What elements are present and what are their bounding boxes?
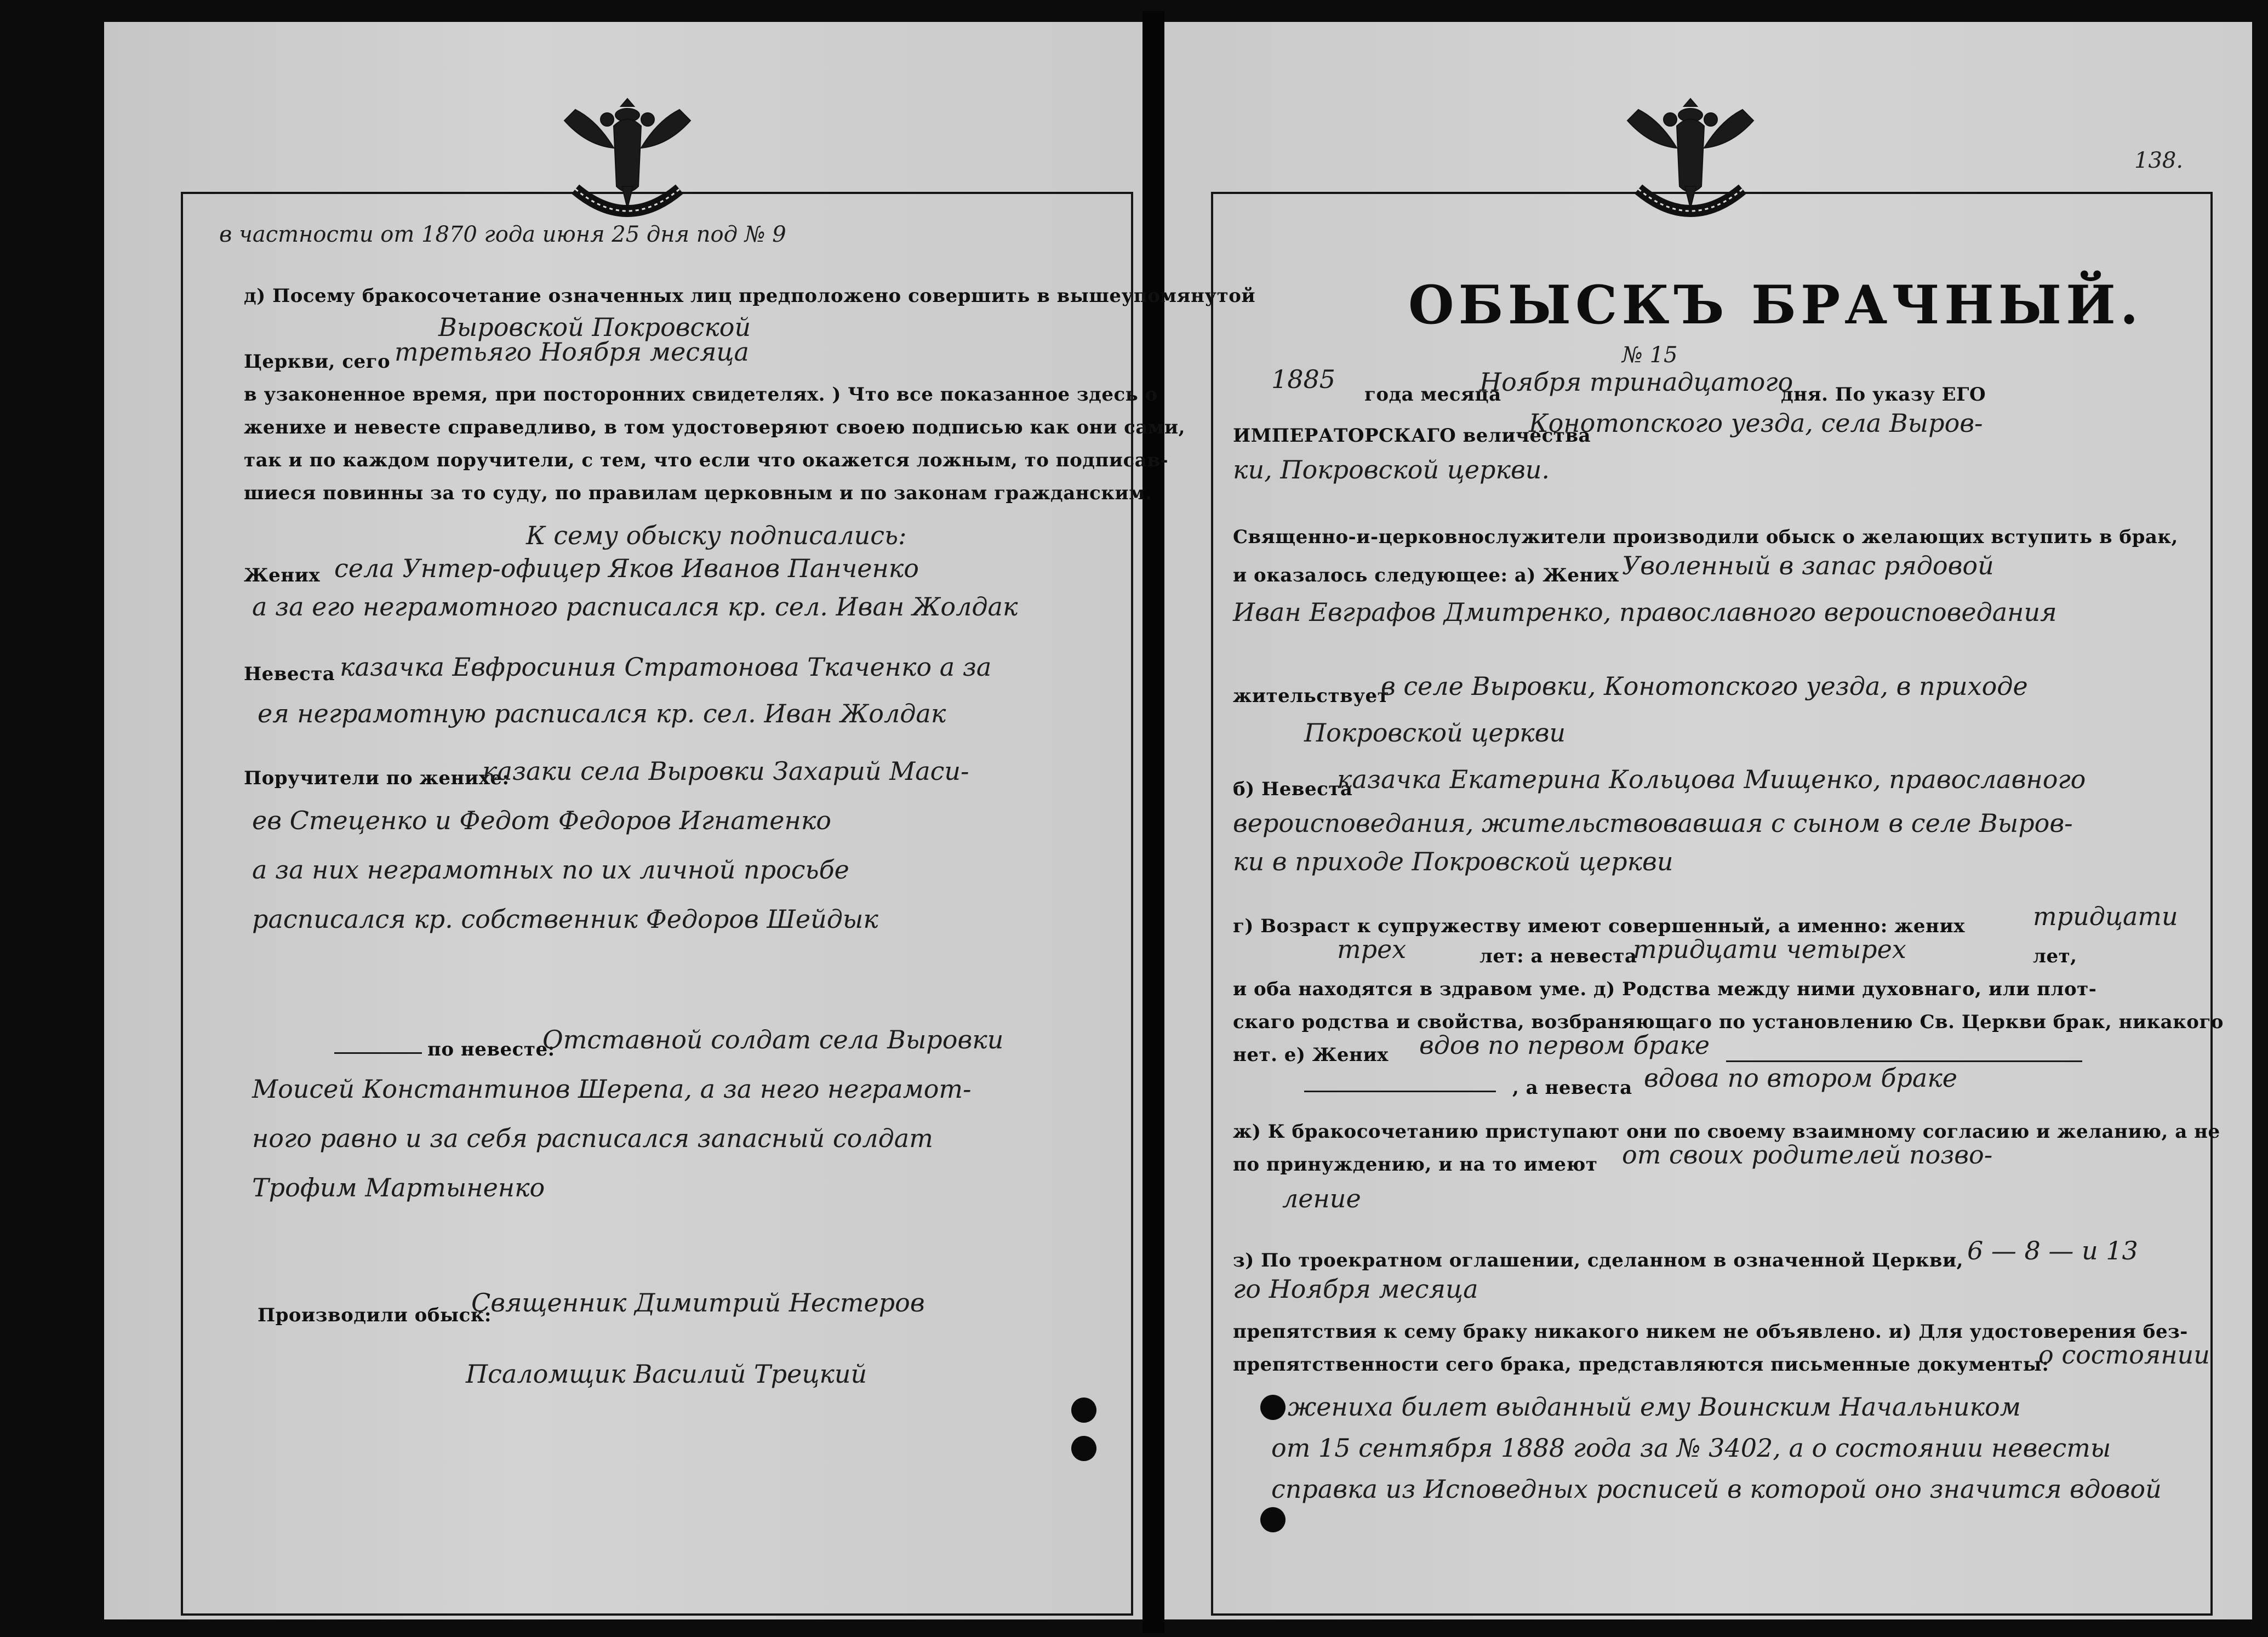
line-9-print: б) Невеста (1233, 778, 1353, 800)
month: Ноября тринадцатого (1479, 367, 1793, 397)
record-number: № 15 (1622, 343, 1678, 368)
line-1-print: года месяца (1364, 384, 1501, 406)
groom-label: Жених (244, 564, 321, 586)
groom-age-2: трех (1337, 934, 1407, 964)
document-title: ОБЫСКЪ БРАЧНЫЙ. (1408, 274, 2143, 336)
documents-dates: от 15 сентября 1888 года за № 3402, а о состоянии невесты (1271, 1433, 2111, 1463)
guarantors-bride-4: Трофим Мартыненко (252, 1173, 545, 1202)
parental-consent: от своих родителей позво- (1622, 1140, 1993, 1170)
line-4: Священно-и-церковнослужители производили обыск о желающих вступить в брак, (1233, 526, 2178, 548)
banns-dates: 6 — 8 — и 13 (1967, 1236, 2138, 1265)
documents-hw: о состоянии (2038, 1340, 2210, 1370)
guarantors-bride-2: Моисей Константинов Шерепа, а за него неграмот- (252, 1074, 972, 1104)
line-3-hw: ки, Покровской церкви. (1233, 455, 1550, 484)
binding-hole (1260, 1507, 1286, 1532)
psalmist-signature: Псаломщик Василий Трецкий (466, 1359, 867, 1389)
guarantors-bride-3: ного равно и за себя расписался запасный солдат (252, 1123, 933, 1153)
bride-age: тридцати четырех (1633, 934, 1906, 964)
guarantors-groom-2: ев Стеценко и Федот Федоров Игнатенко (252, 806, 831, 835)
line-1-print-b: дня. По указу ЕГО (1781, 384, 1986, 406)
groom-signature-2: а за его неграмотного расписался кр. сел. Иван Жолдак (252, 592, 1018, 621)
double-headed-eagle-emblem-icon (1600, 77, 1781, 241)
binding-hole (1071, 1436, 1096, 1461)
binding-hole (1260, 1395, 1286, 1420)
dash-rule (1726, 1060, 2082, 1062)
documents-bride: справка из Исповедных росписей в которой оно значится вдовой (1271, 1474, 2162, 1504)
groom-name: Иван Евграфов Дмитренко, православного вероисповедания (1233, 597, 2057, 627)
dash-rule (334, 1052, 422, 1054)
line-17-print: , а невеста (1512, 1077, 1632, 1099)
guarantors-bride-1: Отставной солдат села Выровки (542, 1025, 1004, 1054)
line-21-print: з) По троекратном оглашении, сделанном в означенной Церкви, (1233, 1250, 1964, 1271)
line-13-print: лет: а невеста (1479, 945, 1637, 967)
text-line-4: шиеся повинны за то суду, по правилам церковным и по законам гражданским. (244, 482, 1152, 504)
priest-signature: Священник Димитрий Нестеров (471, 1288, 925, 1317)
wedding-date: третьяго Ноября месяца (395, 337, 749, 367)
line-5-print: и оказалось следующее: а) Жених (1233, 564, 1619, 586)
line-13-print-b: лет, (2033, 945, 2077, 967)
conducted-label: Производили обыск: (258, 1304, 492, 1326)
documents-groom: жениха билет выданный ему Воинским Начальником (1288, 1392, 2021, 1422)
bride-signature-1: казачка Евфросиния Стратонова Ткаченко а за (340, 652, 992, 682)
page-number: 138. (2134, 148, 2184, 173)
groom-signature-1: села Унтер-офицер Яков Иванов Панченко (334, 554, 919, 583)
book-spine (1142, 11, 1164, 1633)
guarantors-groom-1: казаки села Выровки Захарий Маси- (482, 756, 969, 786)
line-23: препятствия к сему браку никакого никем не объявлено. и) Для удостоверения без- (1233, 1321, 2188, 1343)
guarantors-groom-label: Поручители по женихе: (244, 767, 510, 789)
line-2-print: ИМПЕРАТОРСКАГО величества (1233, 425, 1591, 447)
top-note: в частности от 1870 года июня 25 дня под № 9 (219, 222, 786, 247)
binding-hole (1071, 1398, 1096, 1423)
line-12-print: г) Возраст к супружеству имеют совершенный, а именно: жених (1233, 915, 1965, 937)
banns-month: го Ноября месяца (1233, 1274, 1478, 1304)
groom-age: тридцати (2033, 902, 2178, 931)
guarantors-bride-label: по невесте: (427, 1039, 555, 1060)
line-18: ж) К бракосочетанию приступают они по своему взаимному согласию и желанию, а не (1233, 1121, 2220, 1143)
church-label: Церкви, сего (244, 351, 391, 373)
groom-residence: в селе Выровки, Конотопского уезда, в приходе (1381, 671, 2028, 701)
year: 1885 (1271, 364, 1336, 394)
guarantors-groom-3: а за них неграмотных по их личной просьбе (252, 855, 849, 885)
bride-description: казачка Екатерина Кольцова Мищенко, православного (1337, 765, 2086, 794)
bride-parish: ки в приходе Покровской церкви (1233, 847, 1673, 876)
church-name: Выровской Покровской (438, 312, 751, 342)
bride-marital-status: вдова по втором браке (1644, 1063, 1958, 1093)
double-headed-eagle-emblem-icon (537, 77, 718, 241)
dash-rule (1304, 1091, 1496, 1092)
groom-marital-status: вдов по первом браке (1419, 1030, 1710, 1060)
bride-signature-2: ея неграмотную расписался кр. сел. Иван Жолдак (258, 699, 946, 728)
line-16-print: нет. е) Жених (1233, 1044, 1389, 1066)
text-line-1: в узаконенное время, при посторонних свидетелях. ) Что все показанное здесь о (244, 384, 1158, 406)
text-line-3: так и по каждом поручители, с тем, что если что окажется ложным, то подписав- (244, 449, 1169, 471)
guarantors-groom-4: расписался кр. собственник Федоров Шейдык (252, 904, 878, 934)
line-2-hw: Конотопского уезда, села Выров- (1529, 408, 1983, 438)
groom-description: Уволенный в запас рядовой (1622, 551, 1994, 580)
bride-residence: вероисповедания, жительствовавшая с сыном в селе Выров- (1233, 808, 2073, 838)
line-15: скаго родства и свойства, возбраняющаго по установлению Св. Церкви брак, никакого (1233, 1011, 2224, 1033)
groom-parish: Покровской церкви (1304, 718, 1566, 748)
line-19-print: по принуждению, и на то имеют (1233, 1154, 1598, 1176)
line-7-print: жительствует (1233, 685, 1390, 707)
parental-consent-2: ление (1282, 1184, 1361, 1213)
text-line-2: женихе и невесте справедливо, в том удостоверяют своею подписью как они сами, (244, 417, 1185, 438)
signed-heading: К сему обыску подписались: (526, 521, 907, 550)
paragraph-d: д) Посему бракосочетание означенных лиц предположено совершить в вышеупомянутой (244, 285, 1256, 307)
line-24-print: препятственности сего брака, представляются письменные документы: (1233, 1354, 2049, 1376)
line-14: и оба находятся в здравом уме. д) Родства между ними духовнаго, или плот- (1233, 978, 2097, 1000)
bride-label: Невеста (244, 663, 335, 685)
